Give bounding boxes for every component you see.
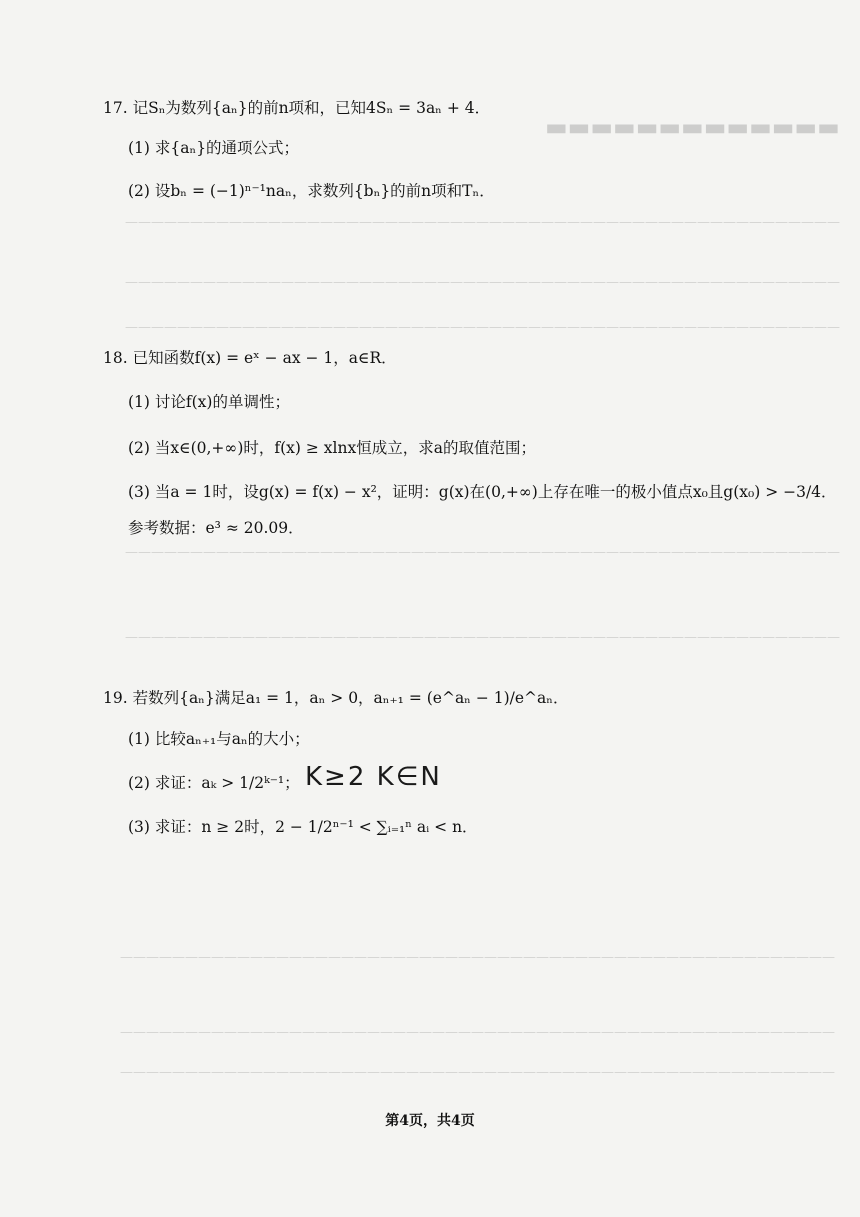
bleed-through-line: ——————————————————————————————————————————————————————— [120, 1025, 835, 1040]
bleed-through-line: ——————————————————————————————————————————————————————— [125, 275, 840, 290]
reference-data: 参考数据：e³ ≈ 20.09． [128, 519, 304, 537]
question-18-stem: 18. 已知函数f(x) = eˣ − ax − 1，a∈R． [103, 349, 397, 367]
bleed-through-line: ——————————————————————————————————————————————————————— [125, 215, 840, 230]
question-18-part-3: (3) 当a = 1时，设g(x) = f(x) − x²，证明：g(x)在(0,+∞)上存在唯一的极小值点x₀且g(x₀) > −3/4． [128, 483, 837, 501]
bleed-through-line: ——————————————————————————————————————————————————————— [125, 630, 840, 645]
question-18-part-1: (1) 讨论f(x)的单调性； [128, 393, 290, 411]
page-footer: 第4页，共4页 [385, 1113, 475, 1129]
question-17-stem: 17. 记Sₙ为数列{aₙ}的前n项和，已知4Sₙ = 3aₙ + 4． [103, 99, 491, 117]
question-19-part-2: (2) 求证：aₖ > 1/2ᵏ⁻¹； [128, 774, 300, 792]
bleed-through-line: ——————————————————————————————————————————————————————— [120, 1065, 835, 1080]
question-19-part-3: (3) 求证：n ≥ 2时，2 − 1/2ⁿ⁻¹ < ∑ᵢ₌₁ⁿ aᵢ < n． [128, 818, 478, 836]
question-19-stem: 19. 若数列{aₙ}满足a₁ = 1，aₙ > 0，aₙ₊₁ = (e^aₙ − 1)/e^aₙ． [103, 689, 569, 707]
bleed-through-line: ——————————————————————————————————————————————————————— [125, 545, 840, 560]
question-18-part-2: (2) 当x∈(0,+∞)时，f(x) ≥ xlnx恒成立，求a的取值范围； [128, 439, 536, 457]
bleed-through-line: ——————————————————————————————————————————————————————— [120, 950, 835, 965]
bleed-through-line: ——————————————————————————————————————————————————————— [125, 320, 840, 335]
handwritten-note: K≥2 K∈N [305, 762, 442, 792]
bleed-through-title: ▬▬▬▬▬▬▬▬▬▬▬▬▬ [545, 112, 840, 141]
question-17-part-1: (1) 求{aₙ}的通项公式； [128, 139, 300, 157]
question-17-part-2: (2) 设bₙ = (−1)ⁿ⁻¹naₙ，求数列{bₙ}的前n项和Tₙ． [128, 182, 495, 200]
question-19-part-1: (1) 比较aₙ₊₁与aₙ的大小； [128, 730, 310, 748]
